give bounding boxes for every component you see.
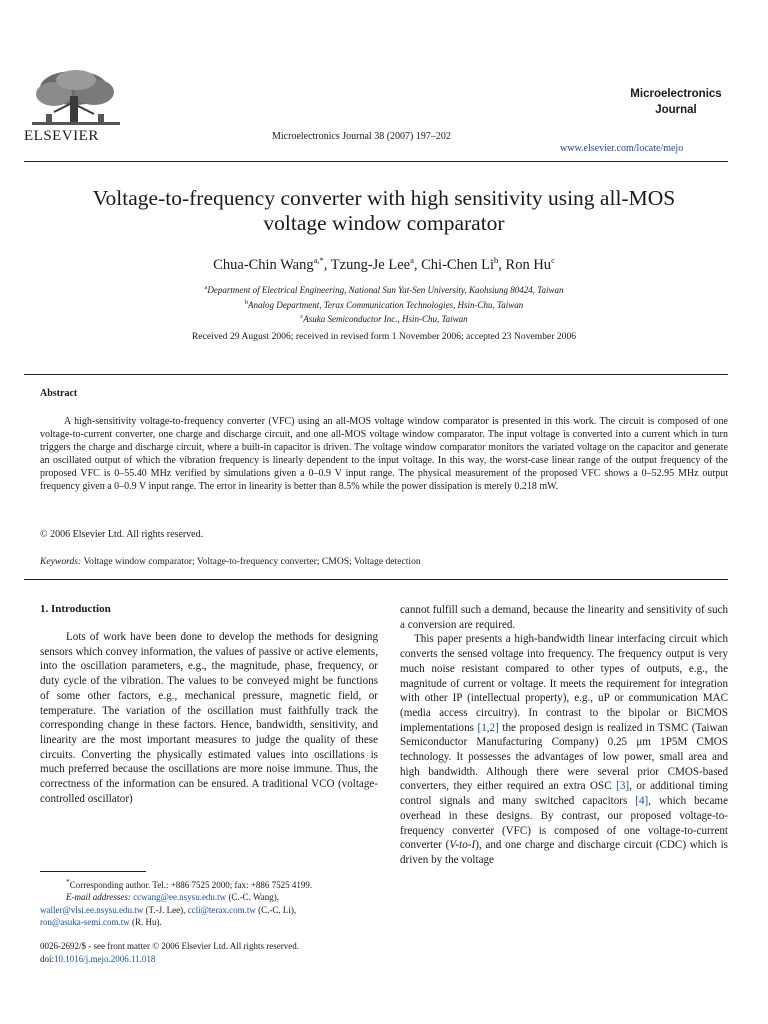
issn-line: 0026-2692/$ - see front matter © 2006 Elsevier Ltd. All rights reserved. (40, 941, 300, 951)
abstract-body (40, 415, 728, 493)
citation-link-3[interactable]: [3] (616, 780, 630, 793)
author-name: Chua-Chin Wang (213, 256, 314, 273)
abstract-divider (24, 374, 728, 375)
email-link[interactable]: waller@vlsi.ee.nsysu.edu.tw (40, 904, 144, 915)
abstract-text: A high-sensitivity voltage-to-frequency converter (VFC) using an all-MOS voltage window comparator is presented in this work. The circuit is composed of one voltage-to-current converter, one charge and discharge circuit, and one all-MOS voltage window comparator. The input voltage is converted into a current which in turn triggers the charge and discharge circuit, where a built-in capacitor is driven. The voltage window comparator monitors the variated voltage on the capacitor and generate an oscillated output of which the vibration frequency is linearly dependent to the input voltage. In this way, the worst-case linear range of the output frequency of the proposed VFC is 0–55.40 MHz verified by simulations given a 0–0.9 V input range. The physical measurement of the proposed VFC shows a 0–52.95 MHz output frequency given a 0–0.9 V input range. The error in linearity is better than 8.5% while the power dissipation is merely 0.218 mW. (40, 416, 728, 492)
email-link[interactable]: ccli@terax.com.tw (187, 904, 256, 915)
email-link[interactable]: ron@asuka-semi.com.tw (40, 917, 130, 928)
citation-link-1-2[interactable]: [1,2] (477, 721, 499, 734)
affiliation: $^a$Department of Electrical Engineering, National Sun Yat-Sen University, Kaohsiung 80424, Taiwan (204, 284, 564, 295)
doi-link[interactable]: 10.1016/j.mejo.2006.11.018 (54, 954, 156, 964)
header-divider (24, 161, 728, 162)
citation-link-4[interactable]: [4] (635, 795, 649, 808)
author-affil-marker[interactable]: b (494, 255, 499, 265)
section-heading-introduction: 1. Introduction (40, 603, 111, 615)
abstract-copyright: © 2006 Elsevier Ltd. All rights reserved. (40, 529, 204, 540)
intro-paragraph-continued: cannot fulfill such a demand, because the linearity and sensitivity of such a conversion are required. (400, 604, 728, 631)
front-matter (40, 940, 378, 966)
author-list: Chua-Chin Wang$^{a,*}$, Tzung-Je Lee$^a$, Chi-Chen Li$^b$, Ron Hu$^c$ (213, 255, 555, 273)
article-title-line1: Voltage-to-frequency converter with high sensitivity using all-MOS (92, 186, 676, 210)
doi-label: doi: (40, 954, 55, 964)
journal-brand (616, 86, 736, 118)
journal-url-link[interactable]: www.elsevier.com/locate/mejo (560, 143, 684, 154)
right-column (400, 603, 728, 868)
keywords-label: Keywords: (40, 556, 82, 567)
article-title (40, 186, 728, 236)
footnote-divider (40, 871, 146, 872)
journal-brand-line2: Journal (655, 104, 697, 116)
email-link[interactable]: ccwang@ee.nsysu.edu.tw (133, 892, 227, 903)
footnote-marker: * (66, 877, 70, 886)
journal-brand-line1: Microelectronics (630, 88, 722, 100)
author-name: Tzung-Je Lee (330, 256, 411, 273)
elsevier-tree-logo (24, 68, 128, 130)
publisher-name: ELSEVIER (24, 128, 99, 144)
received-dates: Received 29 August 2006; received in revised form 1 November 2006; accepted 23 November 2006 (191, 331, 577, 342)
author-affil-marker[interactable]: a (410, 255, 414, 265)
author-name: Ron Hu (505, 256, 552, 273)
abstract-heading: Abstract (40, 388, 78, 399)
author-affil-marker[interactable]: c (551, 255, 555, 265)
author-affil-marker[interactable]: a,* (313, 255, 324, 265)
keywords-divider (24, 579, 728, 580)
keywords-text: Voltage window comparator; Voltage-to-frequency converter; CMOS; Voltage detection (83, 556, 421, 567)
affiliation-list (40, 282, 728, 326)
author-name: Chi-Chen Li (421, 256, 495, 273)
article-title-line2: voltage window comparator (263, 211, 505, 235)
intro-paragraph: Lots of work have been done to develop the methods for designing sensors which convey information, the values of passive or active elements, into the oscillation parameters, e.g., the magnitude, phase, frequency, or duty cycle of the vibration. The values to be conveyed might be functions of some other factors, e.g., mechanical pressure, magnetic field, or temperature. The variation of the oscillation must faithfully track the corresponding change in these factors. Hence, bandwidth, sensitivity, and linearity are the most important measures to judge the quality of these circuits. Converting the physically estimated values into oscillations is much preferred because the oscillations are more noise immune. Thus, the correctness of the information can be ensured. A traditional VCO (voltage-controlled oscillator) (40, 631, 378, 805)
keywords (40, 556, 421, 567)
affiliation: $^b$Analog Department, Terax Communication Technologies, Hsin-Chu, Taiwan (244, 298, 524, 310)
intro-paragraph: This paper presents a high-bandwidth linear interfacing circuit which converts the sensed voltage into frequency. The frequency output is very much noise resistant compared to other types of outputs, e.g., the magnitude of current or voltage. It meets the requirement for integration with other IP (intellectual property), e.g., uP or communication MAC (media access circuitry). In contrast to the bipolar or BiCMOS implementations [1,2] the proposed design is realized in TSMC (Taiwan Semiconductor Manufacturing Company) 0.25 μm 1P5M CMOS technology. It possesses the advantages of low power, small area and high bandwidth. Although there were several prior CMOS-based converters, they either required an extra OSC [3], or additional timing control signals and many switched capacitors [4], which became overhead in these designs. By contrast, our proposed voltage-to-frequency converter (VFC) is composed of one voltage-to-current converter (V-to-I), and one charge and discharge circuit (CDC) which is driven by the voltage (400, 633, 728, 866)
journal-citation: Microelectronics Journal 38 (2007) 197–202 (272, 131, 451, 142)
corresponding-author-footnote: *Corresponding author. Tel.: +886 7525 2000; fax: +886 7525 4199. E-mail addresses: ccwang@ee.nsysu.edu.tw (C.-C. Wang), waller@vlsi.ee.nsysu.edu.tw (T.-J. Lee), ccli@terax.com.tw (C.-C. Li), ron@asuka-semi.com.tw (R. Hu). (40, 877, 313, 928)
affiliation: $^c$Asuka Semiconductor Inc., Hsin-Chu, Taiwan (300, 313, 468, 324)
left-column (40, 630, 378, 806)
